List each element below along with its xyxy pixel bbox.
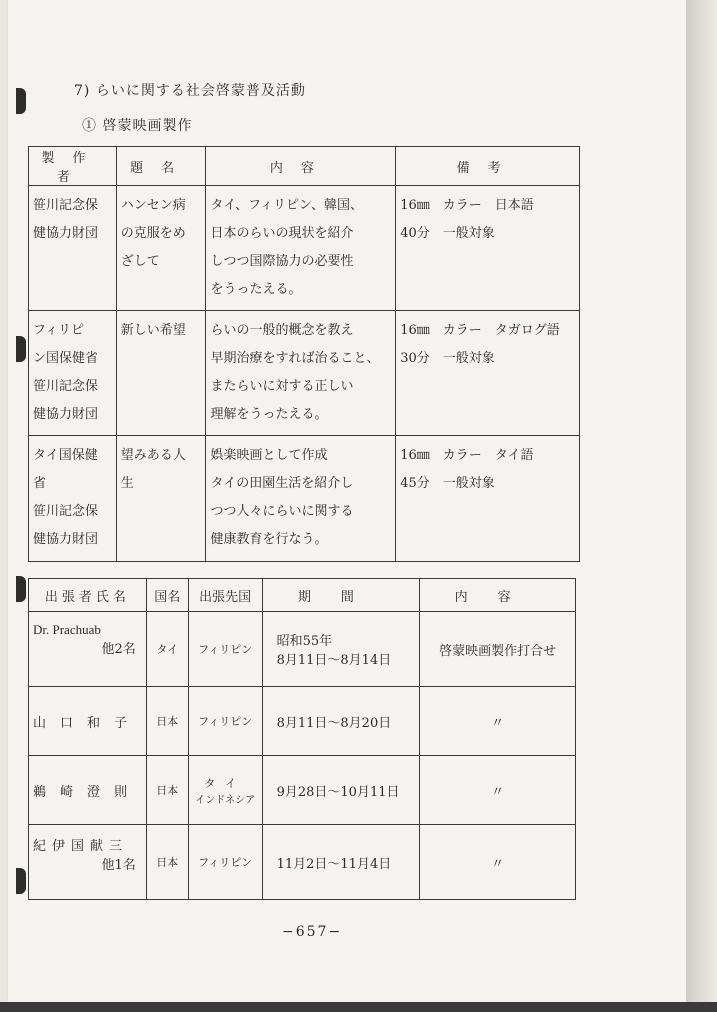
table-row [29,311,580,436]
column-header-name: 出張者氏名 [29,579,147,612]
column-header-country: 国名 [146,579,188,612]
notes-cell: 16㎜ カラー タガログ語 30分 一般対象 [396,311,580,436]
country-cell: 日本 [146,756,188,825]
country-cell: 日本 [146,687,188,756]
table-header-row [29,147,580,186]
producer-cell: 笹川記念保 健協力財団 [29,186,117,311]
binding-hole [16,336,26,362]
name-cell: 鵜崎澄則 [29,756,147,825]
table-row [29,186,580,311]
content-cell: 娯楽映画として作成 タイの田園生活を紹介し つつ人々にらいに関する 健康教育を行なう。 [206,436,396,562]
column-header-content: 内容 [206,147,396,186]
content-cell: 啓蒙映画製作打合せ [420,612,576,687]
subsection-title: ① 啓蒙映画製作 [82,118,193,134]
name-cell: 山口和子 [29,687,147,756]
title-cell: ハンセン病 の克服をめ ざして [116,186,206,311]
table-row [29,825,576,900]
content-cell: らいの一般的概念を教え 早期治療をすれば治ること、 またらいに対する正しい 理解をうったえる。 [206,311,396,436]
period-cell: 9月28日〜10月11日 [262,756,420,825]
notes-cell: 16㎜ カラー タイ語 45分 一般対象 [396,436,580,562]
binding-hole [16,868,26,894]
period-cell: 昭和55年 8月11日〜8月14日 [262,612,420,687]
destination-cell: タイ インドネシア [188,756,262,825]
name-cell: Dr. Prachuab 他2名 [29,612,147,687]
column-header-title: 題名 [116,147,206,186]
table-row [29,687,576,756]
page-number: −657− [282,924,343,940]
period-cell: 8月11日〜8月20日 [262,687,420,756]
destination-cell: フィリピン [188,612,262,687]
column-header-period: 期間 [262,579,420,612]
notes-cell: 16㎜ カラー 日本語 40分 一般対象 [396,186,580,311]
binding-hole [16,88,26,114]
country-cell: 日本 [146,825,188,900]
period-cell: 11月2日〜11月4日 [262,825,420,900]
country-cell: タイ [146,612,188,687]
table-header-row [29,579,576,612]
film-production-table [28,146,580,562]
table-row [29,612,576,687]
column-header-content: 内容 [420,579,576,612]
destination-cell: フィリピン [188,687,262,756]
title-cell: 望みある人 生 [116,436,206,562]
business-trip-table [28,578,576,900]
table-row [29,756,576,825]
title-cell: 新しい希望 [116,311,206,436]
name-cell: 紀伊国献三 他1名 [29,825,147,900]
destination-cell: フィリピン [188,825,262,900]
scan-bottom-edge [0,1002,717,1012]
content-cell: 〃 [420,825,576,900]
content-cell: 〃 [420,687,576,756]
section-title: 7) らいに関する社会啓蒙普及活動 [74,83,306,99]
table-row [29,436,580,562]
binding-hole [16,576,26,602]
column-header-notes: 備考 [396,147,580,186]
producer-cell: タイ国保健 省 笹川記念保 健協力財団 [29,436,117,562]
column-header-destination: 出張先国 [188,579,262,612]
content-cell: 〃 [420,756,576,825]
content-cell: タイ、フィリピン、韓国、 日本のらいの現状を紹介 しつつ国際協力の必要性 をうったえる。 [206,186,396,311]
column-header-producer: 製作者 [29,147,117,186]
page-edge [686,0,717,1012]
producer-cell: フィリピ ン国保健省 笹川記念保 健協力財団 [29,311,117,436]
